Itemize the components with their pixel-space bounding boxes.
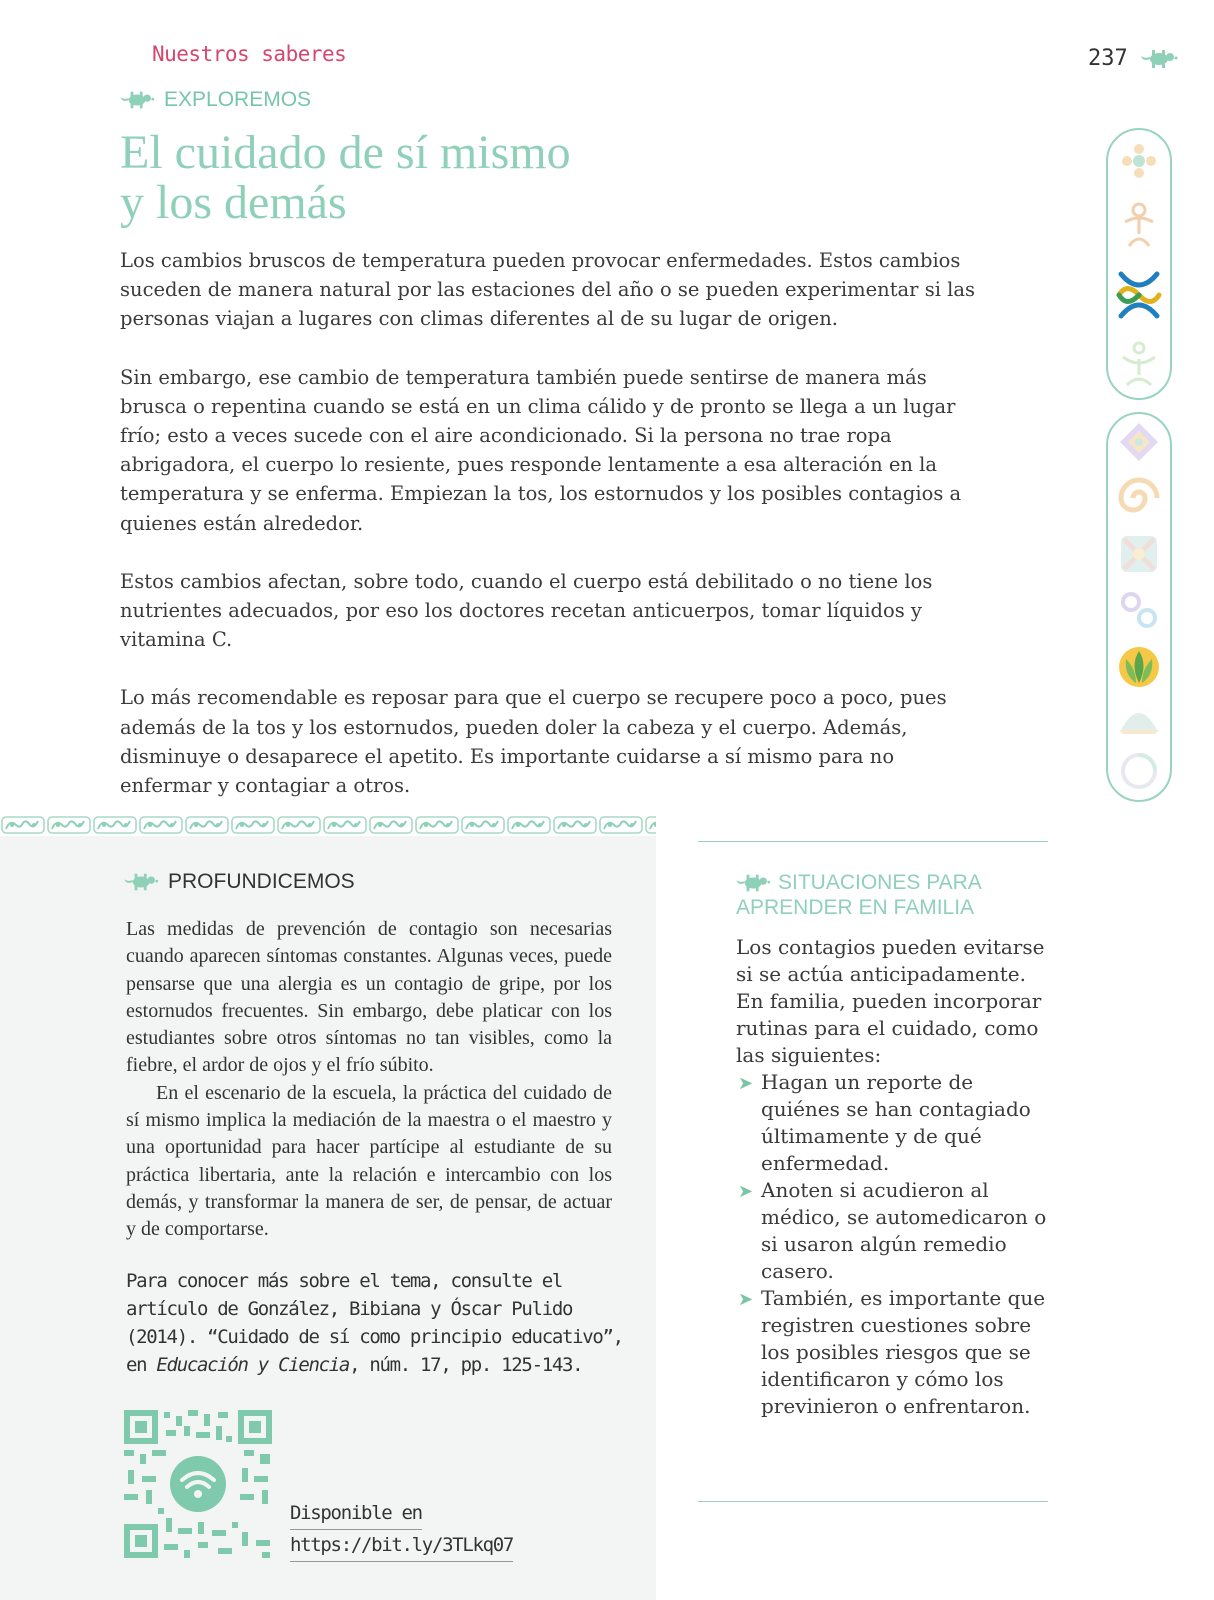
familia-intro: Los contagios pueden evitarse si se actúa anticipadamente. En familia, pueden incorporar rutinas para el cuidado, como las siguientes: — [736, 935, 1045, 1067]
lizard-icon — [1141, 46, 1179, 72]
exploremos-text: EXPLOREMOS — [164, 88, 312, 111]
figure-icon[interactable] — [1117, 200, 1161, 250]
circle-icon[interactable] — [1117, 749, 1161, 793]
reference-citation — [126, 1267, 626, 1379]
page-number-group — [1088, 46, 1179, 72]
divider-bottom — [698, 1501, 1048, 1502]
profundicemos-text: PROFUNDICEMOS — [168, 870, 355, 893]
lotus-icon[interactable] — [1116, 645, 1162, 689]
link-icon[interactable] — [1117, 588, 1161, 632]
list-item-text: Anoten si acudieron al médico, se automedicaron o si usaron algún remedio casero. — [761, 1178, 1047, 1283]
divider-top — [698, 841, 1048, 842]
familia-label-line-2: APRENDER EN FAMILIA — [736, 896, 975, 919]
profundicemos-heading — [124, 870, 355, 894]
list-item — [736, 1177, 1056, 1285]
list-item-text: También, es importante que registren cuestiones sobre los posibles riesgos que se identificaron y cómo los previnieron o enfrentaron. — [761, 1286, 1046, 1418]
sidebar-nav-bottom — [1106, 412, 1172, 802]
arrow-bullet-icon: ➤ — [738, 1181, 754, 1202]
arrow-bullet-icon: ➤ — [738, 1073, 754, 1094]
shell-icon[interactable] — [1117, 702, 1161, 736]
familia-body — [736, 934, 1056, 1420]
section-header: Nuestros saberes — [152, 42, 347, 66]
arrow-bullet-icon: ➤ — [738, 1289, 754, 1310]
pattern-icon[interactable] — [1118, 533, 1160, 575]
familia-list — [736, 1069, 1056, 1420]
list-item-text: Hagan un reporte de quiénes se han contagiado últimamente y de qué enfermedad. — [761, 1070, 1031, 1175]
sidebar-nav-top — [1106, 128, 1172, 400]
lizard-icon — [736, 871, 772, 895]
exploremos-label — [120, 88, 311, 112]
knot-icon[interactable] — [1113, 268, 1165, 322]
lizard-icon — [120, 88, 156, 112]
reference-link[interactable]: https://bit.ly/3TLkq07 — [290, 1530, 513, 1562]
main-body — [120, 246, 980, 829]
diamond-icon[interactable] — [1118, 421, 1160, 463]
body-paragraph: Sin embargo, ese cambio de temperatura también puede sentirse de manera más brusca o repentina cuando se está en un clima cálido y de pronto se llega a un lugar frío; esto a veces sucede con el aire acondicionado. Si la persona no trae ropa abrigadora, el cuerpo lo resiente, pues responde lentamente a esa alteración en la temperatura y se enferma. Empiezan la tos, los estornudos y los posibles contagios a quienes están alrededor. — [120, 365, 962, 535]
body-paragraph: Estos cambios afectan, sobre todo, cuando el cuerpo está debilitado o no tiene los nutrientes adecuados, por eso los doctores recetan anticuerpos, tomar líquidos y vitamina C. — [120, 569, 933, 652]
person-icon[interactable] — [1117, 339, 1161, 389]
profundicemos-paragraph: En el escenario de la escuela, la práctica del cuidado de sí mismo implica la mediación de la maestra o el maestro y una oportunidad para hacer partícipe al estudiante de su práctica libertaria, ante la relación e intercambio con los demás, y transformar la manera de ser, de pensar, de actuar y de comportarse. — [126, 1081, 612, 1241]
page-title — [120, 128, 571, 228]
reference-pages: , núm. 17, pp. 125-143. — [349, 1354, 583, 1376]
familia-label-line-1: SITUACIONES PARA — [778, 871, 982, 894]
availability-block — [290, 1498, 513, 1562]
list-item — [736, 1285, 1056, 1420]
body-paragraph: Los cambios bruscos de temperatura pueden provocar enfermedades. Estos cambios suceden de manera natural por las estaciones del año o se pueden experimentar si las personas viajan a lugares con climas diferentes al de su lugar de origen. — [120, 249, 976, 331]
title-line-2: y los demás — [120, 176, 347, 229]
qr-code[interactable] — [124, 1410, 272, 1558]
lizard-icon — [124, 870, 160, 894]
spiral-icon[interactable] — [1117, 476, 1161, 520]
decorative-border — [0, 814, 656, 836]
flower-icon[interactable] — [1117, 139, 1161, 183]
reference-text: Para conocer más sobre el tema, consulte el artículo de González, Bibiana y Óscar Pulido (2014). “Cuidado de sí como principio educativo”, en — [126, 1270, 623, 1376]
body-paragraph: Lo más recomendable es reposar para que el cuerpo se recupere poco a poco, pues además de la tos y los estornudos, pueden doler la cabeza y el cuerpo. Además, disminuye o desaparece el apetito. Es importante cuidarse a sí mismo para no enfermar y contagiar a otros. — [120, 686, 947, 798]
page-number: 237 — [1088, 46, 1128, 71]
profundicemos-paragraph: Las medidas de prevención de contagio son necesarias cuando aparecen síntomas constantes. Algunas veces, puede pensarse que una alergia es un contagio de gripe, por los estornudos frecuentes. Sin embargo, debe platicar con los estudiantes sobre otros síntomas no tan visibles, como la fiebre, el ardor de ojos y el frío súbito. — [126, 918, 612, 1077]
journal-name: Educación y Ciencia — [156, 1354, 350, 1376]
title-line-1: El cuidado de sí mismo — [120, 126, 571, 179]
available-label: Disponible en — [290, 1498, 422, 1530]
familia-heading — [736, 870, 1026, 920]
profundicemos-body — [126, 916, 612, 1244]
list-item — [736, 1069, 1056, 1177]
